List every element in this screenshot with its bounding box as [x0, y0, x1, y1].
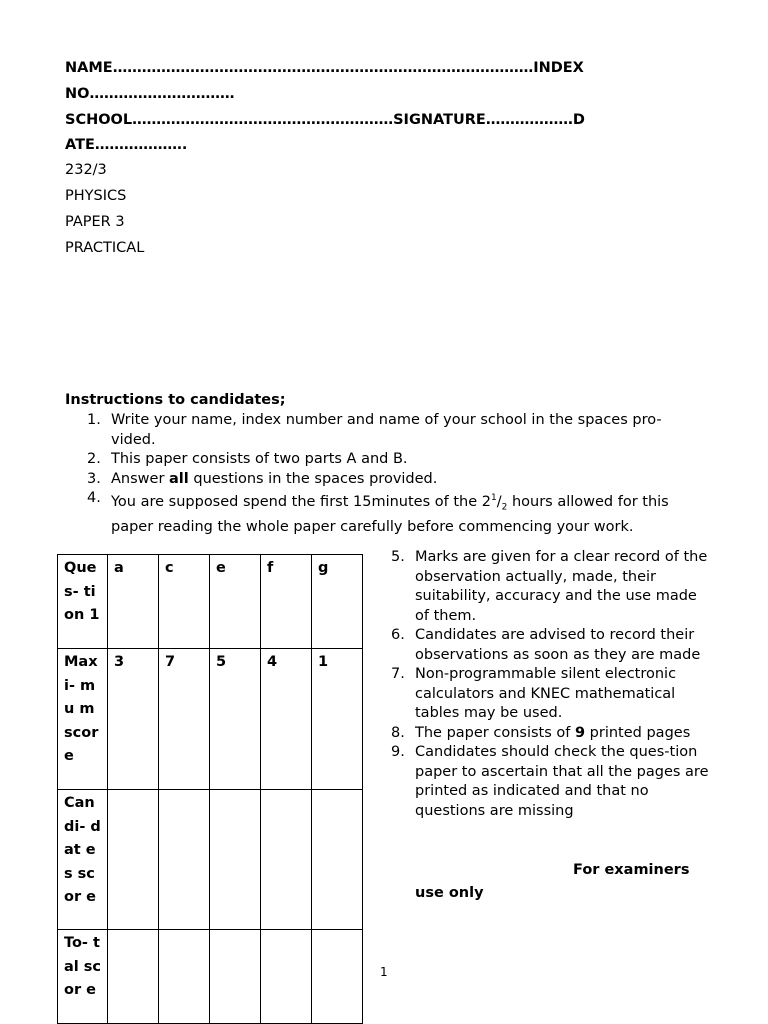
instruction-text: Candidates should check the ques-tion paper to ascertain that all the pages are printed as indicated and that no questions are missing [415, 744, 709, 819]
instruction-number: 5. [391, 549, 405, 565]
row-header-maximum-score: Max i- mu m scor e [58, 649, 108, 790]
paper-type: PRACTICAL [65, 240, 145, 256]
instruction-number: 8. [391, 724, 405, 741]
total-score-cell [261, 930, 312, 1024]
column-header: f [261, 555, 312, 649]
max-score-cell: 3 [108, 649, 159, 790]
fraction-numerator: 1 [490, 493, 497, 503]
instruction-text-pre: Answer [111, 470, 170, 487]
instructions-heading: Instructions to candidates; [65, 392, 286, 408]
table-row [58, 930, 363, 1024]
max-score-cell: 4 [261, 649, 312, 790]
total-score-cell [312, 930, 363, 1024]
instruction-item [65, 489, 705, 538]
instruction-emphasis: all [169, 470, 189, 487]
instructions-list-top [65, 411, 705, 538]
total-score-cell [108, 930, 159, 1024]
examiners-note-line1: For examiners [573, 862, 690, 878]
total-score-cell [159, 930, 210, 1024]
name-field-line: NAME……………………………………………………………………………INDEX [65, 60, 584, 76]
instruction-number: 3. [87, 470, 101, 487]
instruction-text-pre: The paper consists of [415, 724, 575, 741]
instruction-text-post: hours allowed for this paper reading the whole paper carefully before commencing your work. [111, 493, 669, 536]
instruction-text: This paper consists of two parts A and B. [111, 451, 408, 467]
candidate-score-cell [312, 790, 363, 930]
instruction-item [369, 665, 709, 724]
index-field-line: NO………………………… [65, 86, 235, 102]
subject-title: PHYSICS [65, 188, 127, 204]
fraction-slash: / [496, 493, 502, 510]
instruction-text-post: printed pages [585, 724, 691, 741]
row-header-question: Que s- tion 1 [58, 555, 108, 649]
candidate-score-cell [159, 790, 210, 930]
examiners-note-line2: use only [415, 885, 484, 901]
max-score-cell: 7 [159, 649, 210, 790]
instruction-number: 4. [87, 490, 101, 506]
max-score-cell: 5 [210, 649, 261, 790]
column-header: g [312, 555, 363, 649]
total-score-cell [210, 930, 261, 1024]
column-header: e [210, 555, 261, 649]
paper-number: PAPER 3 [65, 214, 125, 230]
instruction-number: 7. [391, 666, 405, 682]
instruction-emphasis: 9 [574, 724, 586, 741]
row-header-total-score: To- tal scor e [58, 930, 108, 1024]
instruction-text: Candidates are advised to record their observations as soon as they are made [415, 627, 701, 663]
instruction-text-pre: You are supposed spend the first 15minutes of the 2 [111, 493, 491, 510]
instruction-item [369, 626, 709, 665]
instruction-item [369, 724, 709, 744]
fraction-denominator: 2 [501, 502, 508, 513]
instruction-number: 2. [87, 451, 101, 467]
instruction-text-post: questions in the spaces provided. [188, 470, 438, 487]
table-row [58, 555, 363, 649]
candidate-score-cell [210, 790, 261, 930]
candidate-score-cell [261, 790, 312, 930]
page-number: 1 [380, 965, 388, 979]
instruction-item [369, 743, 709, 821]
instruction-number: 6. [391, 627, 405, 643]
column-header: c [159, 555, 210, 649]
instruction-text: Marks are given for a clear record of the observation actually, made, their suitability, accuracy and the use made of them. [415, 549, 708, 624]
date-field-line: ATE………………. [65, 137, 188, 153]
table-row [58, 790, 363, 930]
instructions-list-right [369, 548, 709, 821]
paper-code: 232/3 [65, 162, 107, 178]
score-table [57, 554, 363, 1024]
max-score-cell: 1 [312, 649, 363, 790]
instruction-number: 1. [87, 412, 101, 428]
instruction-text: Write your name, index number and name of your school in the spaces pro-vided. [111, 412, 662, 448]
school-signature-field-line: SCHOOL………………………………………………SIGNATURE………………D [65, 112, 585, 128]
instruction-text: Non-programmable silent electronic calculators and KNEC mathematical tables may be used. [415, 666, 677, 721]
instruction-item [369, 548, 709, 626]
row-header-candidates-score: Can di- dat es scor e [58, 790, 108, 930]
instruction-item [65, 450, 705, 470]
table-row [58, 649, 363, 790]
instruction-number: 9. [391, 744, 405, 760]
column-header: a [108, 555, 159, 649]
instruction-item [65, 411, 705, 450]
instruction-item [65, 470, 705, 490]
candidate-score-cell [108, 790, 159, 930]
